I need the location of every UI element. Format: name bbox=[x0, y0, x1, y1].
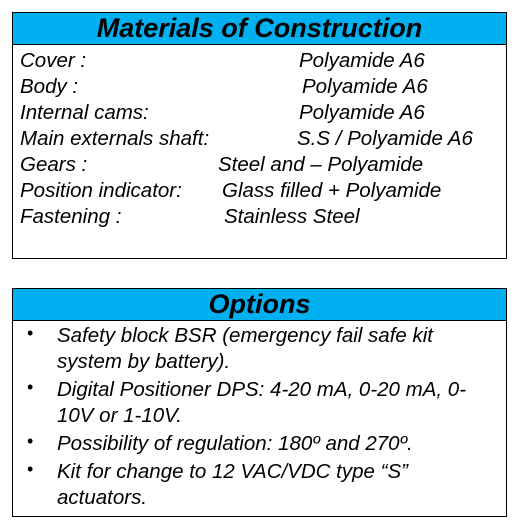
material-label: Internal cams: bbox=[20, 101, 149, 124]
material-row-main-externals-shaft bbox=[13, 126, 506, 152]
material-value: Polyamide A6 bbox=[299, 101, 425, 124]
option-text: Kit for change to 12 VAC/VDC type “S” actuators. bbox=[57, 460, 408, 509]
material-value: S.S / Polyamide A6 bbox=[297, 127, 473, 150]
bullet-icon: • bbox=[27, 323, 34, 343]
material-label: Gears : bbox=[20, 153, 88, 176]
option-text: Digital Positioner DPS: 4-20 mA, 0-20 mA, 0-10V or 1-10V. bbox=[57, 378, 467, 427]
option-text: Safety block BSR (emergency fail safe kit system by battery). bbox=[57, 324, 433, 373]
material-label: Main externals shaft: bbox=[20, 127, 210, 150]
option-text: Possibility of regulation: 180º and 270º. bbox=[57, 432, 413, 455]
material-label: Position indicator: bbox=[20, 179, 182, 202]
material-value: Polyamide A6 bbox=[302, 75, 428, 98]
material-label: Body : bbox=[20, 75, 79, 98]
material-value: Stainless Steel bbox=[224, 205, 360, 228]
materials-of-construction-panel bbox=[12, 12, 507, 259]
bullet-icon: • bbox=[27, 459, 34, 479]
material-row-internal-cams bbox=[13, 100, 506, 126]
options-panel bbox=[12, 288, 507, 517]
material-value: Glass filled + Polyamide bbox=[222, 179, 442, 202]
material-row-body bbox=[13, 74, 506, 100]
material-label: Cover : bbox=[20, 49, 87, 72]
material-value: Polyamide A6 bbox=[299, 49, 425, 72]
material-row-gears bbox=[13, 152, 506, 178]
material-value: Steel and – Polyamide bbox=[218, 153, 424, 176]
materials-header: Materials of Construction bbox=[13, 13, 506, 45]
material-row-fastening bbox=[13, 204, 506, 230]
bullet-icon: • bbox=[27, 377, 34, 397]
material-row-position-indicator bbox=[13, 178, 506, 204]
options-header: Options bbox=[13, 289, 506, 321]
bullet-icon: • bbox=[27, 431, 34, 451]
material-row-cover bbox=[13, 48, 506, 74]
material-label: Fastening : bbox=[20, 205, 122, 228]
